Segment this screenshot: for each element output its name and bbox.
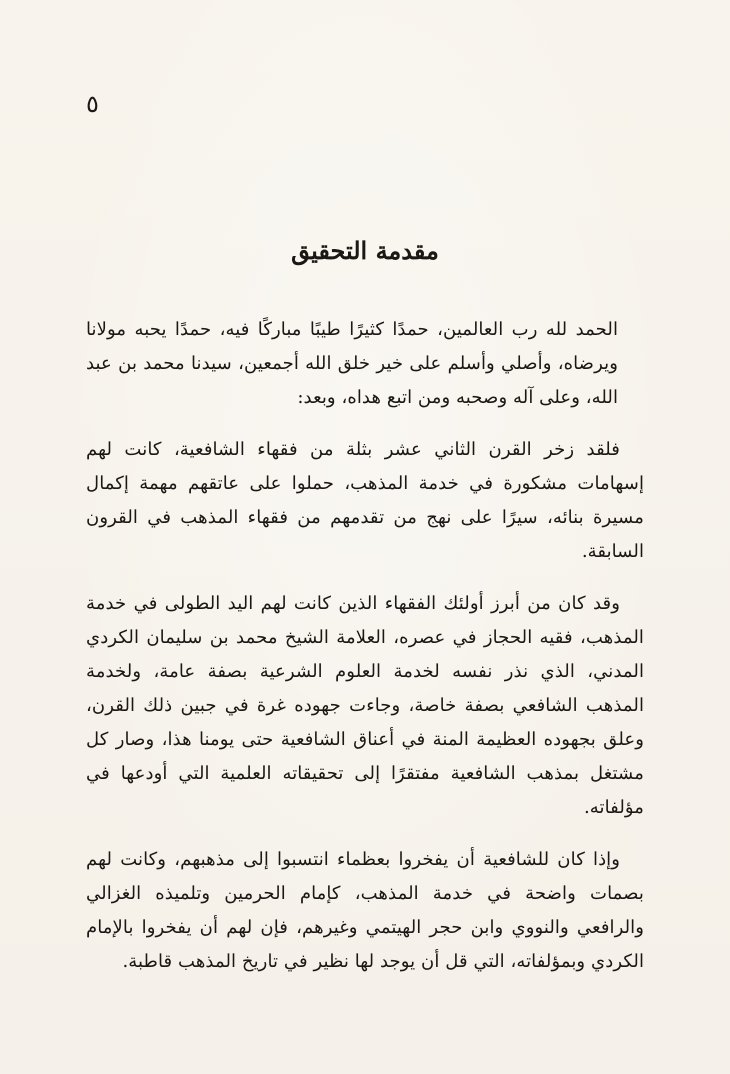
page-number: ٥ bbox=[86, 90, 99, 118]
paragraph-intro: الحمد لله رب العالمين، حمدًا كثيرًا طيبًا مباركًا فيه، حمدًا يحبه مولانا ويرضاه، وأصلي وأسلم على خير خلق الله أجمعين، سيدنا محمد بن عبد الله، وعلى آله وصحبه ومن اتبع هداه، وبعد: bbox=[86, 319, 618, 408]
paragraph: فلقد زخر القرن الثاني عشر بثلة من فقهاء الشافعية، كانت لهم إسهامات مشكورة في خدمة المذهب، حملوا على عاتقهم مهمة إكمال مسيرة بنائه، سيرًا على نهج من تقدمهم من فقهاء المذهب في القرون السابقة. bbox=[86, 439, 644, 562]
paragraph: وإذا كان للشافعية أن يفخروا بعظماء انتسبوا إلى مذهبهم، وكانت لهم بصمات واضحة في خدمة المذهب، كإمام الحرمين وتلميذه الغزالي والرافعي والنووي وابن حجر الهيتمي وغيرهم، فإن لهم أن يفخروا بالإمام الكردي وبمؤلفاته، التي قل أن يوجد لها نظير في تاريخ المذهب قاطبة. bbox=[86, 849, 644, 972]
paragraph: وقد كان من أبرز أولئك الفقهاء الذين كانت لهم اليد الطولى في خدمة المذهب، فقيه الحجاز في عصره، العلامة الشيخ محمد بن سليمان الكردي المدني، الذي نذر نفسه لخدمة العلوم الشرعية بصفة عامة، ولخدمة المذهب الشافعي بصفة خاصة، وجاءت جهوده غرة في جبين ذلك القرن، وعلق بجهوده العظيمة المنة في أعناق الشافعية حتى يومنا هذا، وصار كل مشتغل بمذهب الشافعية مفتقرًا إلى تحقيقاته العلمية التي أودعها في مؤلفاته. bbox=[86, 593, 644, 818]
page-content bbox=[86, 313, 644, 997]
page-title: مقدمة التحقيق bbox=[291, 236, 439, 265]
